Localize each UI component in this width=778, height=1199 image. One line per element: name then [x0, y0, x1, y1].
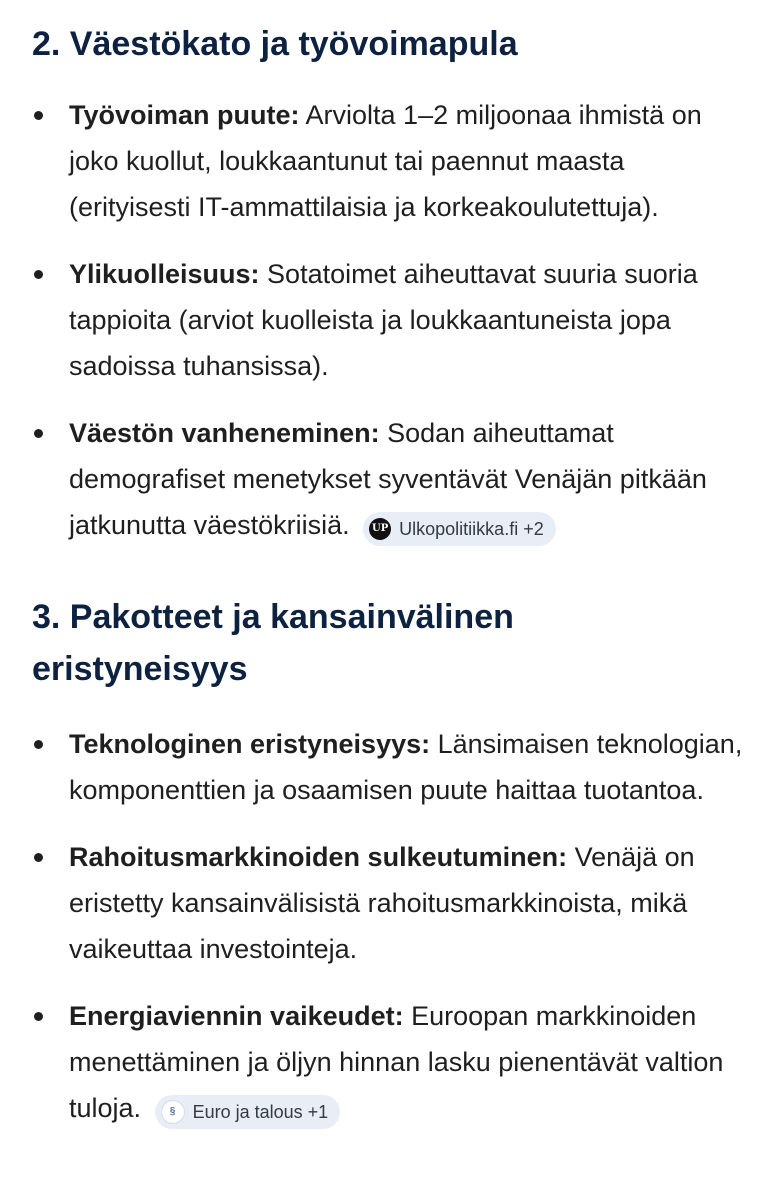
- source-chip-label: Euro ja talous +1: [192, 1102, 329, 1122]
- bullet-icon: [34, 111, 43, 120]
- item-term: Työvoiman puute:: [69, 100, 300, 130]
- item-term: Rahoitusmarkkinoiden sulkeutuminen:: [69, 842, 568, 872]
- bullet-icon: [34, 1012, 43, 1021]
- item-term: Ylikuolleisuus:: [69, 259, 260, 289]
- section-2-list: [0, 92, 778, 569]
- item-text: Arviolta 1–2 miljoonaa ihmistä on joko kuollut, loukkaantunut tai paennut maasta (erityisesti IT-ammattilaisia ja korkeakoulutettuja).: [69, 100, 702, 222]
- section-heading-3: 3. Pakotteet ja kansainvälinen eristyneisyys: [32, 598, 514, 688]
- item-term: Väestön vanheneminen:: [69, 418, 380, 448]
- item-term: Teknologinen eristyneisyys:: [69, 729, 431, 759]
- source-chip-euro-ja-talous[interactable]: [155, 1095, 341, 1129]
- item-text: Venäjä on eristetty kansainvälisistä rahoitusmarkkinoista, mikä vaikeuttaa investointeja.: [69, 842, 695, 964]
- source-chip-label: Ulkopolitiikka.fi +2: [399, 519, 544, 539]
- list-item: [0, 721, 778, 813]
- source-chip-ulkopolitiikka[interactable]: [363, 512, 556, 546]
- item-text: Länsimaisen teknologian, komponenttien ja osaamisen puute haittaa tuotantoa.: [69, 729, 743, 805]
- bullet-icon: [34, 853, 43, 862]
- section-heading-2: 2. Väestökato ja työvoimapula: [32, 25, 518, 63]
- item-text: Euroopan markkinoiden menettäminen ja öljyn hinnan lasku pienentävät valtion tuloja.: [69, 1001, 724, 1123]
- bullet-icon: [34, 270, 43, 279]
- bullet-icon: [34, 429, 43, 438]
- list-item: [0, 834, 778, 972]
- item-text: Sotatoimet aiheuttavat suuria suoria tappioita (arviot kuolleista ja loukkaantuneista jopa sadoissa tuhansissa).: [69, 259, 698, 381]
- euro-ja-talous-logo-icon: §: [161, 1100, 185, 1124]
- section-3-list: [0, 721, 778, 1152]
- item-term: Energiaviennin vaikeudet:: [69, 1001, 404, 1031]
- list-item: [0, 410, 778, 548]
- ulkopolitiikka-logo-icon: UP: [369, 518, 391, 540]
- list-item: [0, 92, 778, 230]
- bullet-icon: [34, 740, 43, 749]
- list-item: [0, 993, 778, 1131]
- list-item: [0, 251, 778, 389]
- item-text: Sodan aiheuttamat demografiset menetykset syventävät Venäjän pitkään jatkunutta väestökriisiä.: [69, 418, 707, 540]
